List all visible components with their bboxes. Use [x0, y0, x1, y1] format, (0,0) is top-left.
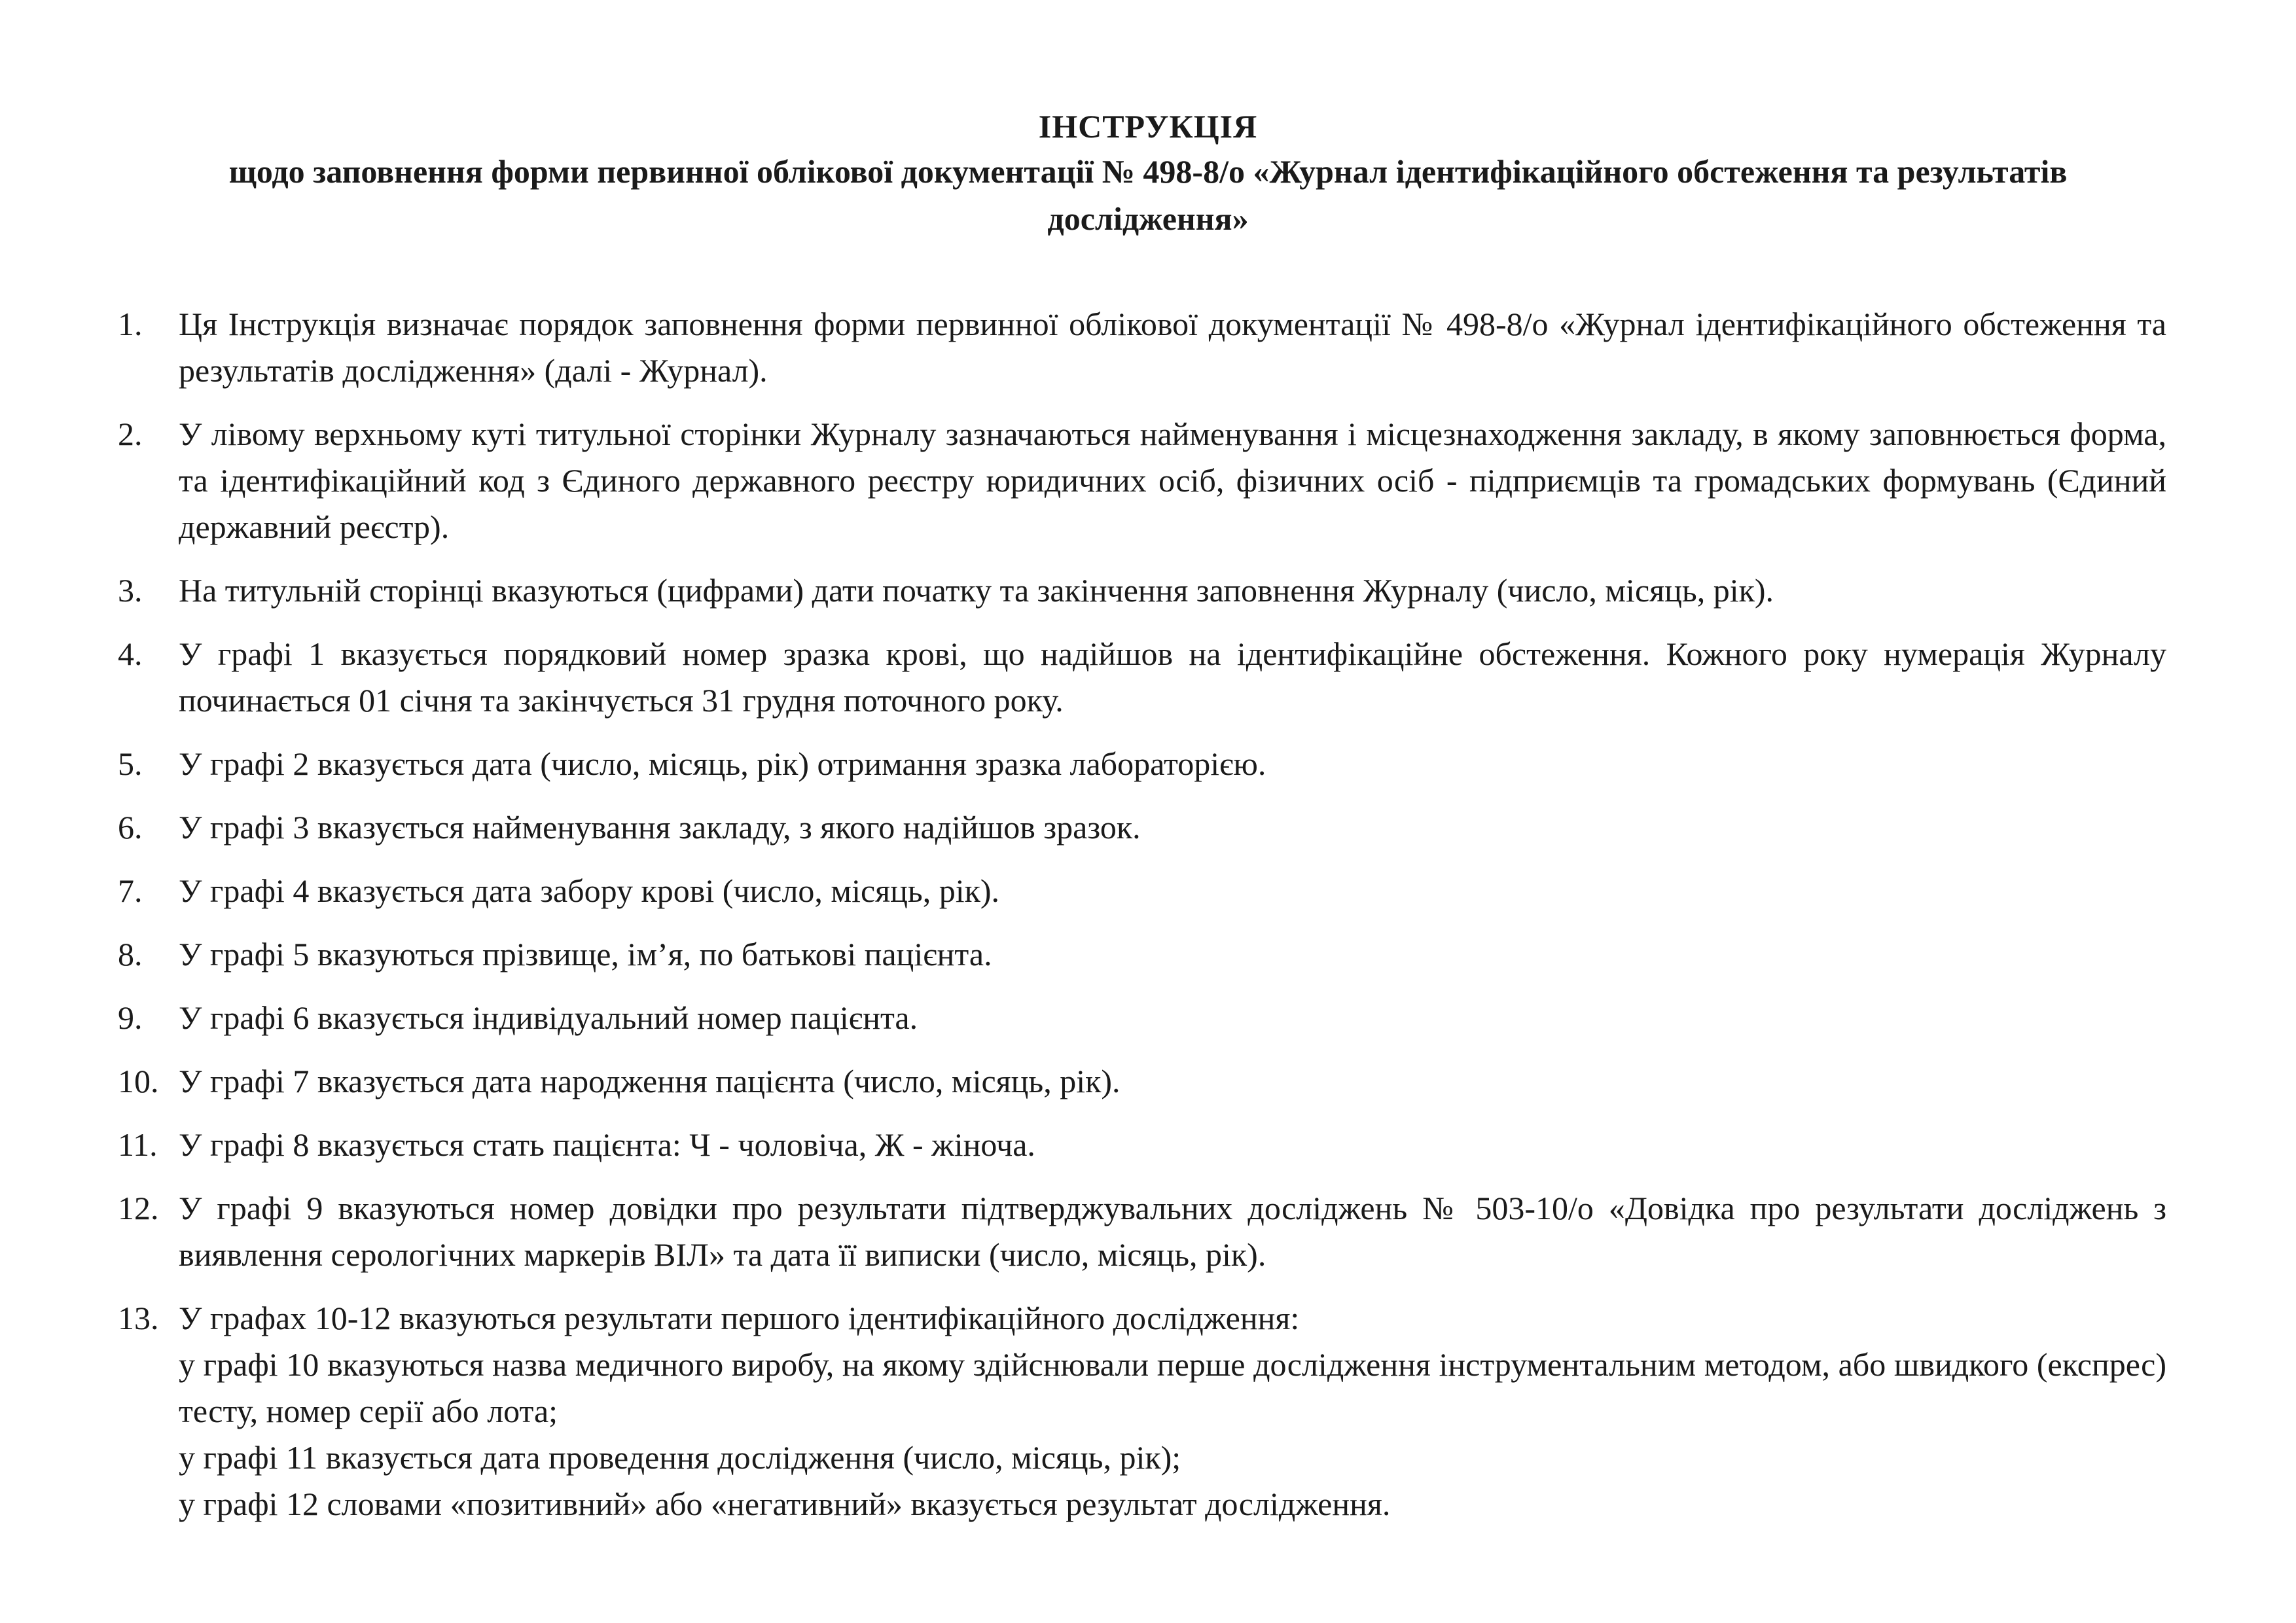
item-intro-text: У графах 10-12 вказуються результати першого ідентифікаційного дослідження:: [179, 1300, 1300, 1336]
instruction-item-5: [118, 741, 2166, 787]
item-text: У графі 5 вказуються прізвище, ім’я, по батькові пацієнта.: [179, 936, 992, 972]
instruction-item-13: [118, 1295, 2166, 1527]
item-text: У графі 8 вказується стать пацієнта: Ч - чоловіча, Ж - жіноча.: [179, 1126, 1035, 1163]
instruction-item-6: [118, 804, 2166, 851]
column-12-description: у графі 12 словами «позитивний» або «негативний» вказується результат дослідження.: [179, 1486, 1391, 1522]
instruction-item-10: [118, 1058, 2166, 1105]
item-text: У графі 6 вказується індивідуальний номер пацієнта.: [179, 999, 918, 1036]
document-title: ІНСТРУКЦІЯ: [1038, 108, 1258, 145]
item-text: У графі 1 вказується порядковий номер зразка крові, що надійшов на ідентифікаційне обстеження. Кожного року нумерація Журналу починається 01 січня та закінчується 31 грудня поточного року.: [179, 635, 2166, 719]
item-text: У графі 2 вказується дата (число, місяць, рік) отримання зразка лабораторією.: [179, 745, 1266, 782]
instruction-item-12: [118, 1185, 2166, 1278]
item-number: 12.: [118, 1190, 159, 1226]
document-subtitle: щодо заповнення форми первинної облікової документації № 498-8/о «Журнал ідентифікаційного обстеження та результатів дослідження»: [228, 153, 2068, 237]
item-text: У лівому верхньому куті титульної сторінки Журналу зазначаються найменування і місцезнаходження закладу, в якому заповнюється форма, та ідентифікаційний код з Єдиного державного реєстру юридичних осіб, фізичних осіб - підприємців та громадських формувань (Єдиний державний реєстр).: [179, 416, 2166, 545]
column-10-description: у графі 10 вказуються назва медичного виробу, на якому здійснювали перше дослідження інструментальним методом, або швидкого (експрес) тесту, номер серії або лота;: [179, 1346, 2166, 1429]
instruction-item-2: [118, 411, 2166, 550]
item-text: У графі 3 вказується найменування закладу, з якого надійшов зразок.: [179, 809, 1141, 846]
document-header: [151, 105, 2145, 242]
item-text: На титульній сторінці вказуються (цифрами) дати початку та закінчення заповнення Журналу (число, місяць, рік).: [179, 572, 1774, 609]
item-number: 9.: [118, 999, 143, 1036]
instruction-item-1: [118, 301, 2166, 394]
item-text: У графі 4 вказується дата забору крові (число, місяць, рік).: [179, 872, 1000, 909]
item-number: 11.: [118, 1126, 158, 1163]
column-11-description: у графі 11 вказується дата проведення дослідження (число, місяць, рік);: [179, 1439, 1181, 1476]
instruction-item-9: [118, 995, 2166, 1041]
instruction-item-11: [118, 1122, 2166, 1168]
item-number: 6.: [118, 809, 143, 846]
item-number: 2.: [118, 416, 143, 452]
item-text: У графі 9 вказуються номер довідки про результати підтверджувальних досліджень № 503-10/о «Довідка про результати досліджень з виявлення серологічних маркерів ВІЛ» та дата її виписки (число, місяць, рік).: [179, 1190, 2166, 1273]
item-text: Ця Інструкція визначає порядок заповнення форми первинної облікової документації № 498-8/о «Журнал ідентифікаційного обстеження та результатів дослідження» (далі - Журнал).: [179, 306, 2166, 389]
item-number: 1.: [118, 306, 143, 342]
item-number: 8.: [118, 936, 143, 972]
item-number: 3.: [118, 572, 143, 609]
instruction-item-7: [118, 868, 2166, 914]
item-number: 7.: [118, 872, 143, 909]
item-number: 4.: [118, 635, 143, 672]
instruction-item-4: [118, 631, 2166, 724]
instruction-list: [118, 301, 2166, 1544]
item-number: 5.: [118, 745, 143, 782]
instruction-item-3: [118, 567, 2166, 614]
item-number: 13.: [118, 1300, 159, 1336]
item-number: 10.: [118, 1063, 159, 1099]
item-text: У графі 7 вказується дата народження пацієнта (число, місяць, рік).: [179, 1063, 1121, 1099]
instruction-item-8: [118, 931, 2166, 978]
